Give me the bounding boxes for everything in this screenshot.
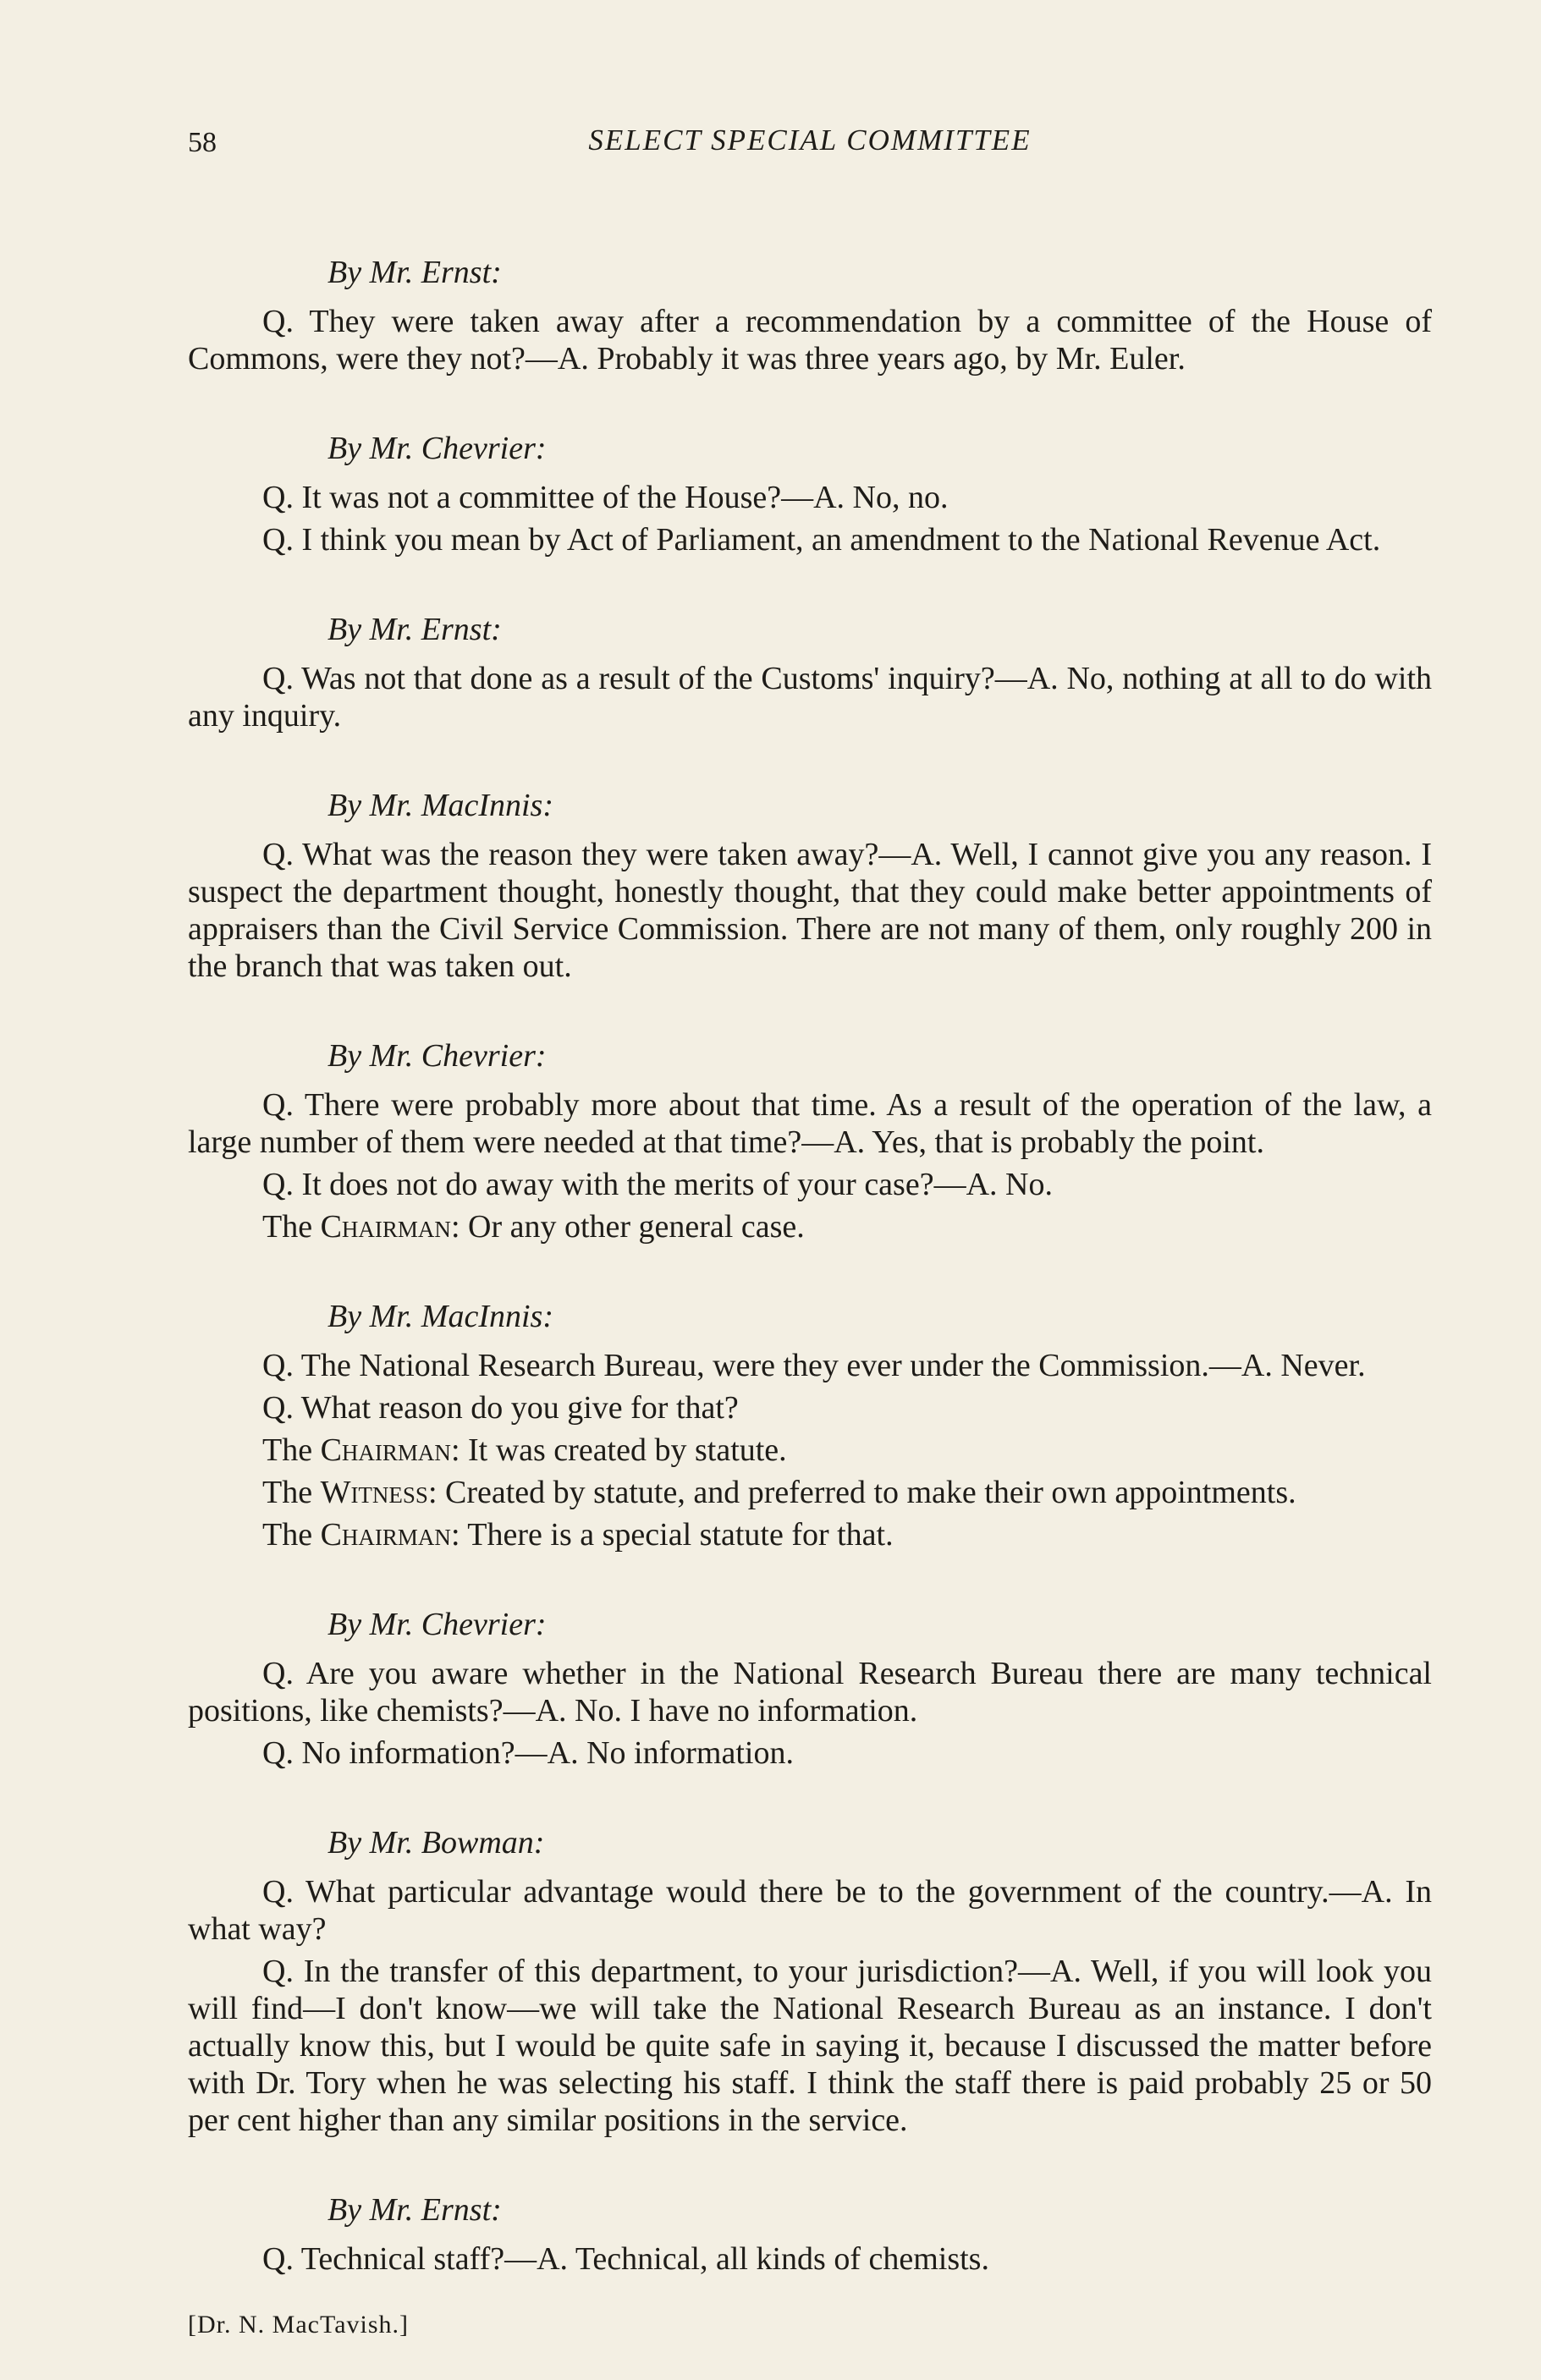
transcript-paragraph: Q. Was not that done as a result of the Customs' inquiry?—A. No, nothing at all to do with any inquiry. xyxy=(188,661,1432,734)
speaker-heading: By Mr. Ernst: xyxy=(327,255,502,290)
speaker-heading: By Mr. Ernst: xyxy=(327,2192,502,2228)
transcript-paragraph: Q. They were taken away after a recommendation by a committee of the House of Commons, were they not?—A. Probably it was three years ago, by Mr. Euler. xyxy=(188,304,1432,377)
transcript-paragraph: Q. I think you mean by Act of Parliament, an amendment to the National Revenue Act. xyxy=(262,522,1381,558)
transcript-paragraph: Q. It does not do away with the merits of your case?—A. No. xyxy=(262,1167,1053,1202)
running-head: SELECT SPECIAL COMMITTEE xyxy=(588,124,1032,157)
chairman-label: Chairman xyxy=(320,1432,451,1468)
chairman-statement xyxy=(188,1516,1432,1553)
label-prefix: The xyxy=(262,1475,321,1510)
transcript-paragraph: Q. The National Research Bureau, were they ever under the Commission.—A. Never. xyxy=(262,1348,1366,1383)
label-prefix: The xyxy=(262,1517,321,1553)
speaker-heading: By Mr. Ernst: xyxy=(327,612,502,647)
transcript-paragraph: Q. What was the reason they were taken away?—A. Well, I cannot give you any reason. I suspect the department thought, honestly thought, that they could make better appointments of appraisers than the Civil Service Commission. There are not many of them, only roughly 200 in the branch that was taken out. xyxy=(188,837,1432,984)
speaker-heading: By Mr. MacInnis: xyxy=(327,788,553,823)
chairman-label: Chairman xyxy=(320,1209,451,1245)
transcript-paragraph: Q. It was not a committee of the House?—A. No, no. xyxy=(262,480,949,515)
transcript-paragraph: Q. In the transfer of this department, to your jurisdiction?—A. Well, if you will look you will find—I don't know—we will take the National Research Bureau as an instance. I don't actually know this, but I would be quite safe in saying it, because I discussed the matter before with Dr. Tory when he was selecting his staff. I think the staff there is paid probably 25 or 50 per cent higher than any similar positions in the service. xyxy=(188,1954,1432,2138)
transcript-paragraph: Q. No information?—A. No information. xyxy=(262,1735,794,1771)
statement-text: : Created by statute, and preferred to make their own appointments. xyxy=(427,1475,1296,1510)
transcript-paragraph: Q. There were probably more about that time. As a result of the operation of the law, a large number of them were needed at that time?—A. Yes, that is probably the point. xyxy=(188,1087,1432,1160)
page xyxy=(188,110,1432,2344)
speaker-heading: By Mr. Chevrier: xyxy=(327,1038,547,1074)
witness-statement xyxy=(188,1474,1432,1511)
label-prefix: The xyxy=(262,1209,321,1245)
transcript-body xyxy=(188,254,1432,2344)
chairman-label: Chairman xyxy=(320,1517,451,1553)
transcript-paragraph: Q. What particular advantage would there be to the government of the country.—A. In what way? xyxy=(188,1874,1432,1947)
page-header xyxy=(188,110,1432,178)
witness-label: Witness xyxy=(320,1475,428,1510)
chairman-statement xyxy=(188,1432,1432,1469)
label-prefix: The xyxy=(262,1432,321,1468)
statement-text: : It was created by statute. xyxy=(450,1432,787,1468)
transcript-paragraph: Q. What reason do you give for that? xyxy=(262,1390,739,1426)
speaker-heading: By Mr. Bowman: xyxy=(327,1825,545,1861)
speaker-heading: By Mr. MacInnis: xyxy=(327,1299,553,1334)
chairman-statement xyxy=(188,1208,1432,1245)
transcript-paragraph: Q. Technical staff?—A. Technical, all kinds of chemists. xyxy=(262,2241,989,2277)
witness-footer: [Dr. N. MacTavish.] xyxy=(188,2311,410,2339)
speaker-heading: By Mr. Chevrier: xyxy=(327,431,547,466)
page-number: 58 xyxy=(188,127,217,158)
transcript-paragraph: Q. Are you aware whether in the National Research Bureau there are many technical positions, like chemists?—A. No. I have no information. xyxy=(188,1656,1432,1729)
speaker-heading: By Mr. Chevrier: xyxy=(327,1607,547,1642)
statement-text: : Or any other general case. xyxy=(450,1209,805,1245)
statement-text: : There is a special statute for that. xyxy=(450,1517,894,1553)
